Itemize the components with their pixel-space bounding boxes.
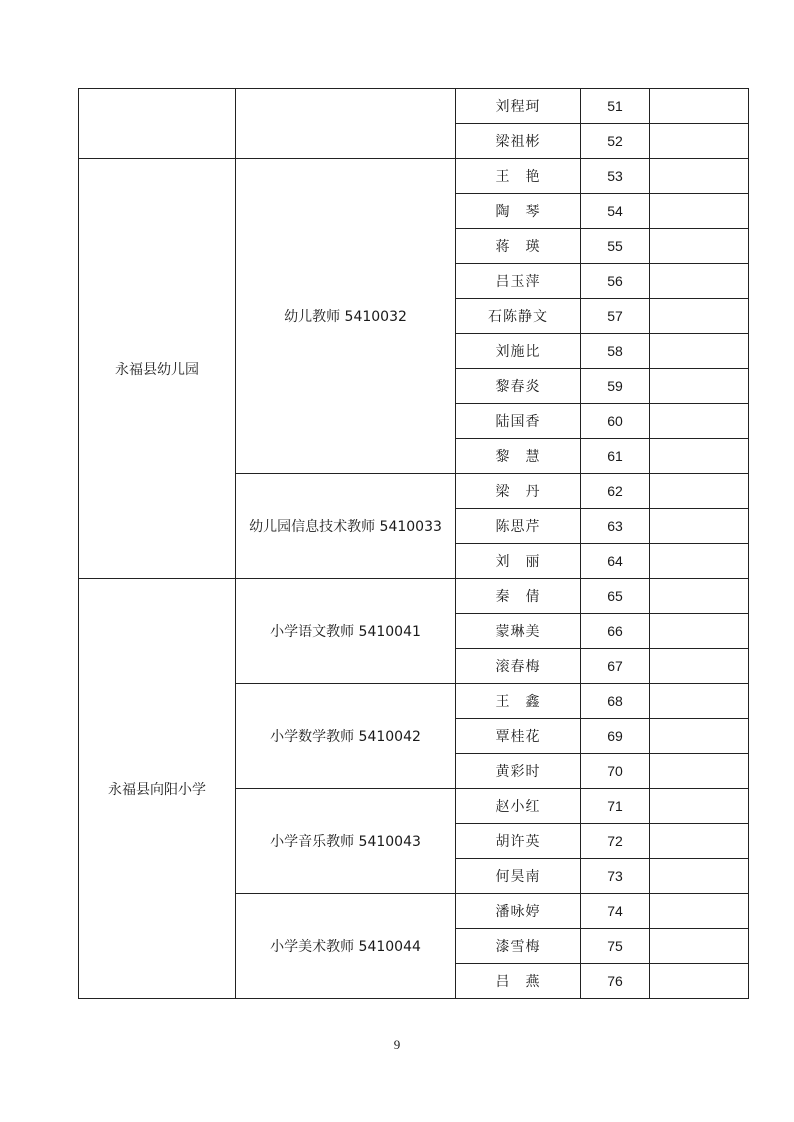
- remark-cell: [650, 824, 749, 859]
- name-cell: 蒋 瑛: [456, 229, 581, 264]
- name-cell: 梁祖彬: [456, 124, 581, 159]
- remark-cell: [650, 194, 749, 229]
- number-cell: 60: [581, 404, 650, 439]
- remark-cell: [650, 229, 749, 264]
- remark-cell: [650, 404, 749, 439]
- name-cell: 漆雪梅: [456, 929, 581, 964]
- number-cell: 76: [581, 964, 650, 999]
- number-cell: 58: [581, 334, 650, 369]
- table-row: [79, 89, 749, 124]
- number-cell: 51: [581, 89, 650, 124]
- remark-cell: [650, 369, 749, 404]
- name-cell: 刘程珂: [456, 89, 581, 124]
- number-cell: 67: [581, 649, 650, 684]
- remark-cell: [650, 719, 749, 754]
- name-cell: 黎 慧: [456, 439, 581, 474]
- remark-cell: [650, 614, 749, 649]
- unit-cell: [79, 89, 236, 159]
- number-cell: 52: [581, 124, 650, 159]
- remark-cell: [650, 649, 749, 684]
- table-row: [79, 159, 749, 194]
- position-cell: 小学音乐教师 5410043: [236, 789, 456, 894]
- remark-cell: [650, 474, 749, 509]
- number-cell: 63: [581, 509, 650, 544]
- remark-cell: [650, 754, 749, 789]
- name-cell: 吕玉萍: [456, 264, 581, 299]
- name-cell: 陈思芹: [456, 509, 581, 544]
- position-cell: 小学美术教师 5410044: [236, 894, 456, 999]
- remark-cell: [650, 264, 749, 299]
- position-cell: 小学语文教师 5410041: [236, 579, 456, 684]
- number-cell: 65: [581, 579, 650, 614]
- number-cell: 73: [581, 859, 650, 894]
- number-cell: 69: [581, 719, 650, 754]
- name-cell: 陶 琴: [456, 194, 581, 229]
- remark-cell: [650, 124, 749, 159]
- number-cell: 66: [581, 614, 650, 649]
- name-cell: 刘施比: [456, 334, 581, 369]
- name-cell: 胡许英: [456, 824, 581, 859]
- number-cell: 72: [581, 824, 650, 859]
- remark-cell: [650, 789, 749, 824]
- candidate-table: [78, 88, 749, 999]
- name-cell: 黎春炎: [456, 369, 581, 404]
- name-cell: 赵小红: [456, 789, 581, 824]
- name-cell: 吕 燕: [456, 964, 581, 999]
- name-cell: 潘咏婷: [456, 894, 581, 929]
- number-cell: 54: [581, 194, 650, 229]
- number-cell: 64: [581, 544, 650, 579]
- name-cell: 王 艳: [456, 159, 581, 194]
- number-cell: 57: [581, 299, 650, 334]
- remark-cell: [650, 684, 749, 719]
- name-cell: 刘 丽: [456, 544, 581, 579]
- unit-cell: 永福县幼儿园: [79, 159, 236, 579]
- number-cell: 61: [581, 439, 650, 474]
- table-row: [79, 579, 749, 614]
- name-cell: 王 鑫: [456, 684, 581, 719]
- number-cell: 70: [581, 754, 650, 789]
- remark-cell: [650, 579, 749, 614]
- remark-cell: [650, 929, 749, 964]
- remark-cell: [650, 334, 749, 369]
- remark-cell: [650, 964, 749, 999]
- remark-cell: [650, 159, 749, 194]
- number-cell: 62: [581, 474, 650, 509]
- number-cell: 55: [581, 229, 650, 264]
- name-cell: 梁 丹: [456, 474, 581, 509]
- name-cell: 蒙琳美: [456, 614, 581, 649]
- position-cell: 幼儿教师 5410032: [236, 159, 456, 474]
- name-cell: 秦 倩: [456, 579, 581, 614]
- remark-cell: [650, 544, 749, 579]
- number-cell: 59: [581, 369, 650, 404]
- number-cell: 68: [581, 684, 650, 719]
- name-cell: 陆国香: [456, 404, 581, 439]
- name-cell: 滚春梅: [456, 649, 581, 684]
- name-cell: 黄彩时: [456, 754, 581, 789]
- unit-cell: 永福县向阳小学: [79, 579, 236, 999]
- remark-cell: [650, 299, 749, 334]
- position-cell: [236, 89, 456, 159]
- name-cell: 何昊南: [456, 859, 581, 894]
- number-cell: 56: [581, 264, 650, 299]
- name-cell: 覃桂花: [456, 719, 581, 754]
- number-cell: 75: [581, 929, 650, 964]
- remark-cell: [650, 894, 749, 929]
- remark-cell: [650, 509, 749, 544]
- remark-cell: [650, 89, 749, 124]
- number-cell: 74: [581, 894, 650, 929]
- position-cell: 幼儿园信息技术教师 5410033: [236, 474, 456, 579]
- remark-cell: [650, 859, 749, 894]
- name-cell: 石陈静文: [456, 299, 581, 334]
- remark-cell: [650, 439, 749, 474]
- number-cell: 53: [581, 159, 650, 194]
- page-number: 9: [393, 1037, 401, 1052]
- number-cell: 71: [581, 789, 650, 824]
- position-cell: 小学数学教师 5410042: [236, 684, 456, 789]
